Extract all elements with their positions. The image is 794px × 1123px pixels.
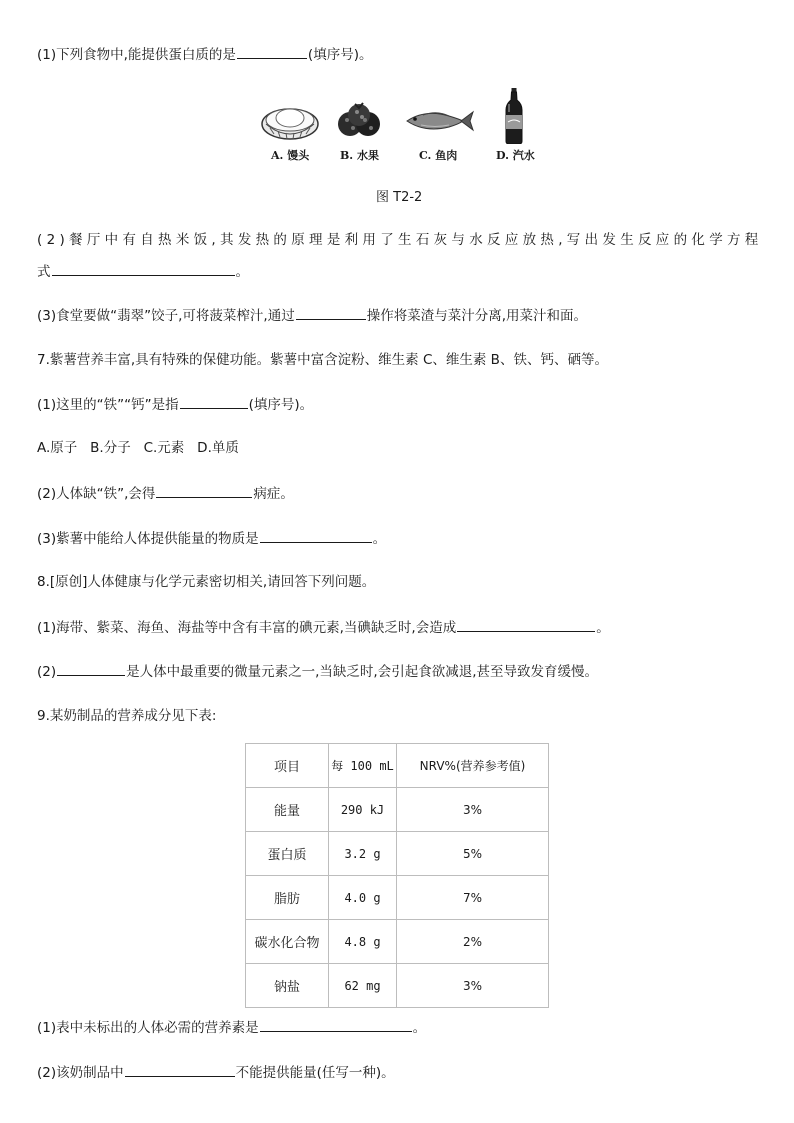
q8-stem: 8.[原创]人体健康与化学元素密切相关,请回答下列问题。 [37,574,376,590]
q7-part1: (1)这里的“铁”“钙”是指 (填序号)。 [37,394,313,415]
answer-blank[interactable] [296,305,366,320]
q6-part1: (1)下列食物中,能提供蛋白质的是 (填序号)。 [37,44,372,65]
nutrition-table [245,743,549,1008]
answer-blank[interactable] [180,394,248,409]
answer-blank[interactable] [260,1017,412,1032]
q8-part1: (1)海带、紫菜、海鱼、海盐等中含有丰富的碘元素,当碘缺乏时,会造成 。 [37,617,610,638]
table-cell: 钠盐 [246,964,329,1008]
q6-part3: (3)食堂要做“翡翠”饺子,可将菠菜榨汁,通过 操作将菜渣与菜汁分离,用菜汁和面。 [37,305,587,326]
q7-part3: (3)紫薯中能给人体提供能量的物质是 。 [37,528,386,549]
table-row [246,876,549,920]
q8-part2: (2) 是人体中最重要的微量元素之一,当缺乏时,会引起食欲减退,甚至导致发育缓慢。 [37,661,598,682]
table-header: 每 100 mL [329,744,397,788]
table-row [246,964,549,1008]
table-cell: 碳水化合物 [246,920,329,964]
soda-bottle-icon [505,88,523,144]
table-cell: 5% [397,832,549,876]
steamed-bun-icon [260,98,320,142]
figure-label-b: B. 水果 [340,149,379,162]
fish-icon [403,108,475,134]
table-row [246,920,549,964]
q7-part2: (2)人体缺“铁”,会得 病症。 [37,483,294,504]
table-row [246,788,549,832]
table-cell: 2% [397,920,549,964]
figure-label-d: D. 汽水 [496,149,535,162]
table-cell: 290 kJ [329,788,397,832]
table-header: NRV%(营养参考值) [397,744,549,788]
answer-blank[interactable] [125,1062,235,1077]
table-header-row [246,744,549,788]
figure-label-a: A. 馒头 [271,149,310,162]
table-cell: 3% [397,788,549,832]
fruit-icon [335,100,383,140]
answer-blank[interactable] [457,617,595,632]
answer-blank[interactable] [260,528,372,543]
q9-stem: 9.某奶制品的营养成分见下表: [37,708,217,724]
q9-part1: (1)表中未标出的人体必需的营养素是 。 [37,1017,426,1038]
table-row [246,832,549,876]
q6-part2-line1: (2)餐厅中有自热米饭,其发热的原理是利用了生石灰与水反应放热,写出发生反应的化学方程 [37,232,763,248]
table-cell: 62 mg [329,964,397,1008]
table-cell: 7% [397,876,549,920]
q7-stem: 7.紫薯营养丰富,具有特殊的保健功能。紫薯中富含淀粉、维生素 C、维生素 B、铁、钙、硒等。 [37,352,608,368]
table-cell: 3% [397,964,549,1008]
q6-part2-line2: 式 。 [37,261,249,282]
answer-blank[interactable] [52,261,235,276]
table-header: 项目 [246,744,329,788]
table-cell: 3.2 g [329,832,397,876]
table-cell: 4.0 g [329,876,397,920]
q7-options: A.原子 B.分子 C.元素 D.单质 [37,440,239,456]
q9-part2: (2)该奶制品中 不能提供能量(任写一种)。 [37,1062,395,1083]
answer-blank[interactable] [57,661,125,676]
answer-blank[interactable] [156,483,252,498]
table-cell: 4.8 g [329,920,397,964]
table-cell: 脂肪 [246,876,329,920]
answer-blank[interactable] [237,44,307,59]
figure-caption: 图 T2-2 [376,190,423,205]
table-cell: 能量 [246,788,329,832]
figure-label-c: C. 鱼肉 [419,149,458,162]
table-cell: 蛋白质 [246,832,329,876]
